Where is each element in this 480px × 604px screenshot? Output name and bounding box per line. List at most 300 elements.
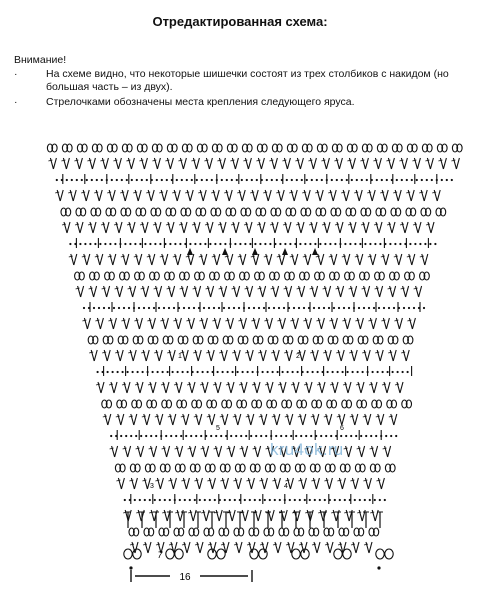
dc-bar xyxy=(285,480,289,481)
dc-stitch xyxy=(125,446,128,457)
dc-stitch xyxy=(302,350,305,361)
chain-dot xyxy=(124,499,126,501)
dc-stitch xyxy=(383,254,386,265)
chain-dot xyxy=(272,371,274,373)
dc-bar xyxy=(87,160,91,161)
dc-stitch xyxy=(270,382,273,393)
dc-stitch xyxy=(216,510,219,521)
dc-bar xyxy=(342,320,346,321)
dc-stitch xyxy=(256,318,259,329)
chain-dot xyxy=(238,307,240,309)
dc-stitch xyxy=(248,158,251,169)
dc-stitch xyxy=(295,318,298,329)
chain-dot xyxy=(97,371,99,373)
dc-stitch xyxy=(390,350,393,361)
chain-dot xyxy=(260,435,262,437)
dc-bar xyxy=(298,480,302,481)
chain-dot xyxy=(83,307,85,309)
chain-dot xyxy=(126,179,128,181)
dc-bar xyxy=(181,480,185,481)
dc-bar xyxy=(100,160,104,161)
chain-dot xyxy=(146,179,148,181)
dc-stitch xyxy=(418,222,421,233)
dc-bar xyxy=(134,256,138,257)
crochet-scheme xyxy=(0,130,480,604)
chain-dot xyxy=(195,435,197,437)
dc-stitch xyxy=(117,286,120,297)
dc-stitch xyxy=(232,158,235,169)
dc-bar xyxy=(224,192,228,193)
chain-dot xyxy=(249,499,251,501)
dc-stitch xyxy=(326,158,329,169)
dc-bar xyxy=(130,544,134,545)
dc-bar xyxy=(258,288,262,289)
dc-bar xyxy=(48,160,52,161)
dc-bar xyxy=(198,192,202,193)
dc-bar xyxy=(134,320,138,321)
dc-stitch xyxy=(102,158,105,169)
dc-stitch xyxy=(190,190,193,201)
dc-stitch xyxy=(327,222,330,233)
chain-dot xyxy=(174,243,176,245)
chain-dot xyxy=(279,243,281,245)
dc-bar xyxy=(156,544,160,545)
dc-stitch xyxy=(190,510,193,521)
chain-dot xyxy=(348,307,350,309)
chain-dot xyxy=(179,243,181,245)
stitch-count-number: 6 xyxy=(340,425,344,432)
dc-stitch xyxy=(403,286,406,297)
chain-dot xyxy=(89,243,91,245)
dc-bar xyxy=(298,416,302,417)
dc-stitch xyxy=(153,382,156,393)
chain-dot xyxy=(289,499,291,501)
dc-stitch xyxy=(305,254,308,265)
chain-dot xyxy=(111,179,113,181)
dc-stitch xyxy=(354,350,357,361)
chain-dot xyxy=(211,179,213,181)
chain-dot xyxy=(374,243,376,245)
dc-stitch xyxy=(372,446,375,457)
dc-bar xyxy=(357,512,361,513)
dc-stitch xyxy=(405,222,408,233)
dc-stitch xyxy=(330,190,333,201)
dc-stitch xyxy=(164,446,167,457)
dc-stitch xyxy=(213,190,216,201)
dc-stitch xyxy=(173,414,176,425)
chain-dot xyxy=(365,435,367,437)
dc-bar xyxy=(269,160,273,161)
dc-stitch xyxy=(306,382,309,393)
chain-dot xyxy=(372,371,374,373)
dc-stitch xyxy=(320,190,323,201)
note-item xyxy=(14,68,474,93)
dc-stitch xyxy=(120,350,123,361)
dc-bar xyxy=(283,224,287,225)
chain-dot xyxy=(124,243,126,245)
dc-stitch xyxy=(313,478,316,489)
dc-stitch xyxy=(335,382,338,393)
dc-stitch xyxy=(122,190,125,201)
dc-stitch xyxy=(368,478,371,489)
dc-stitch xyxy=(316,414,319,425)
dc-stitch xyxy=(227,318,230,329)
dc-stitch xyxy=(128,446,131,457)
dc-bar xyxy=(286,544,290,545)
chain-dot xyxy=(393,307,395,309)
warning-heading: Внимание! xyxy=(14,54,67,66)
dc-bar xyxy=(207,416,211,417)
dc-bar xyxy=(220,480,224,481)
dc-stitch xyxy=(377,350,380,361)
dc-stitch xyxy=(204,254,207,265)
dc-stitch xyxy=(141,158,144,169)
chain-dot xyxy=(392,371,394,373)
dc-stitch xyxy=(134,478,137,489)
dc-stitch xyxy=(105,414,108,425)
chain-dot xyxy=(346,179,348,181)
chain-dot xyxy=(330,435,332,437)
chain-dot xyxy=(356,179,358,181)
chain-dot xyxy=(248,307,250,309)
dc-stitch xyxy=(258,446,261,457)
dc-stitch xyxy=(243,254,246,265)
chain-dot xyxy=(215,435,217,437)
dc-stitch xyxy=(144,414,147,425)
chain-dot xyxy=(331,179,333,181)
chain-dot xyxy=(351,179,353,181)
dc-stitch xyxy=(342,414,345,425)
chain-dot xyxy=(155,435,157,437)
dc-bar xyxy=(308,160,312,161)
dc-bar xyxy=(212,256,216,257)
dc-stitch xyxy=(291,190,294,201)
dc-stitch xyxy=(288,222,291,233)
dc-bar xyxy=(381,320,385,321)
dc-stitch xyxy=(212,414,215,425)
dc-stitch xyxy=(74,254,77,265)
chain-dot xyxy=(242,371,244,373)
dc-stitch xyxy=(160,414,163,425)
stitch-count-number: 1 xyxy=(178,353,182,360)
dc-stitch xyxy=(130,350,133,361)
dc-bar xyxy=(62,224,66,225)
dc-bar xyxy=(109,384,113,385)
dc-stitch xyxy=(322,382,325,393)
dc-stitch xyxy=(100,318,103,329)
dc-stitch xyxy=(286,286,289,297)
chain-dot xyxy=(370,435,372,437)
chain-dot xyxy=(320,435,322,437)
chain-dot xyxy=(230,435,232,437)
dc-stitch xyxy=(285,222,288,233)
dc-stitch xyxy=(108,414,111,425)
chain-dot xyxy=(120,435,122,437)
dc-stitch xyxy=(282,318,285,329)
dc-stitch xyxy=(187,542,190,553)
dc-stitch xyxy=(297,158,300,169)
chain-dot xyxy=(224,499,226,501)
chain-dot xyxy=(297,371,299,373)
dc-stitch xyxy=(113,318,116,329)
chain-dot xyxy=(181,179,183,181)
dc-bar xyxy=(277,256,281,257)
dc-stitch xyxy=(204,318,207,329)
dc-stitch xyxy=(234,286,237,297)
dc-bar xyxy=(420,256,424,257)
dc-bar xyxy=(401,352,405,353)
chain-dot xyxy=(350,435,352,437)
dc-bar xyxy=(148,384,152,385)
dc-bar xyxy=(370,512,374,513)
dc-stitch xyxy=(346,446,349,457)
dc-bar xyxy=(253,448,257,449)
chain-dot xyxy=(291,179,293,181)
dc-bar xyxy=(212,320,216,321)
dc-stitch xyxy=(385,446,388,457)
dc-bar xyxy=(278,384,282,385)
dc-stitch xyxy=(408,190,411,201)
chain-dot xyxy=(141,179,143,181)
dc-bar xyxy=(380,192,384,193)
dc-stitch xyxy=(148,190,151,201)
chain-dot xyxy=(298,307,300,309)
dc-stitch xyxy=(186,478,189,489)
chain-dot xyxy=(269,499,271,501)
dc-stitch xyxy=(305,318,308,329)
dc-stitch xyxy=(163,382,166,393)
dc-stitch xyxy=(104,350,107,361)
dc-bar xyxy=(153,224,157,225)
dc-bar xyxy=(240,448,244,449)
dc-stitch xyxy=(157,478,160,489)
dc-stitch xyxy=(362,446,365,457)
dc-bar xyxy=(207,480,211,481)
dc-stitch xyxy=(146,286,149,297)
dc-stitch xyxy=(403,350,406,361)
chain-dot xyxy=(278,307,280,309)
chain-dot xyxy=(361,179,363,181)
chain-dot xyxy=(397,371,399,373)
dc-stitch xyxy=(157,158,160,169)
dc-bar xyxy=(168,480,172,481)
dc-bar xyxy=(351,544,355,545)
dc-stitch xyxy=(150,382,153,393)
start-dot xyxy=(129,566,132,569)
dc-stitch xyxy=(333,190,336,201)
dc-bar xyxy=(329,320,333,321)
dc-bar xyxy=(199,256,203,257)
dc-stitch xyxy=(219,446,222,457)
dc-stitch xyxy=(414,158,417,169)
dc-bar xyxy=(426,224,430,225)
dc-bar xyxy=(232,352,236,353)
chain-dot xyxy=(214,499,216,501)
dc-stitch xyxy=(193,158,196,169)
dc-bar xyxy=(361,224,365,225)
chain-dot xyxy=(209,499,211,501)
dc-stitch xyxy=(175,254,178,265)
dc-stitch xyxy=(307,190,310,201)
dc-bar xyxy=(208,544,212,545)
dc-bar xyxy=(225,256,229,257)
dc-stitch xyxy=(301,222,304,233)
dc-bar xyxy=(324,416,328,417)
dc-stitch xyxy=(355,478,358,489)
dc-stitch xyxy=(177,446,180,457)
dc-stitch xyxy=(195,286,198,297)
dc-stitch xyxy=(67,222,70,233)
dc-bar xyxy=(250,192,254,193)
chain-dot xyxy=(339,499,341,501)
chain-dot xyxy=(121,179,123,181)
dc-bar xyxy=(102,352,106,353)
dc-stitch xyxy=(443,158,446,169)
chain-dot xyxy=(321,179,323,181)
dc-bar xyxy=(88,224,92,225)
dc-bar xyxy=(128,352,132,353)
dc-bar xyxy=(376,416,380,417)
dc-stitch xyxy=(290,478,293,489)
chain-dot xyxy=(407,371,409,373)
dc-stitch xyxy=(135,190,138,201)
chain-dot xyxy=(359,243,361,245)
dc-stitch xyxy=(222,414,225,425)
chain-dot xyxy=(166,179,168,181)
chain-dot xyxy=(169,243,171,245)
chain-dot xyxy=(287,371,289,373)
chain-dot xyxy=(185,435,187,437)
dc-bar xyxy=(121,320,125,321)
dc-stitch xyxy=(202,382,205,393)
dc-stitch xyxy=(107,350,110,361)
dc-bar xyxy=(375,288,379,289)
chain-dot xyxy=(206,179,208,181)
dc-stitch xyxy=(425,254,428,265)
chain-dot xyxy=(128,307,130,309)
dc-stitch xyxy=(177,190,180,201)
dc-stitch xyxy=(349,158,352,169)
dc-bar xyxy=(178,160,182,161)
dc-stitch xyxy=(211,350,214,361)
chain-dot xyxy=(325,435,327,437)
dc-stitch xyxy=(427,158,430,169)
chain-dot xyxy=(227,371,229,373)
chain-dot xyxy=(262,371,264,373)
chain-dot xyxy=(312,371,314,373)
base-ring xyxy=(259,549,267,559)
chain-dot xyxy=(134,243,136,245)
chain-dot xyxy=(139,499,141,501)
dc-stitch xyxy=(367,350,370,361)
dc-stitch xyxy=(344,254,347,265)
chain-dot xyxy=(104,243,106,245)
dc-stitch xyxy=(197,222,200,233)
chain-dot xyxy=(231,179,233,181)
dc-bar xyxy=(316,256,320,257)
chain-dot xyxy=(117,371,119,373)
dc-bar xyxy=(370,448,374,449)
dc-stitch xyxy=(402,222,405,233)
dc-bar xyxy=(167,288,171,289)
dc-stitch xyxy=(182,350,185,361)
chain-dot xyxy=(354,499,356,501)
chain-dot xyxy=(357,371,359,373)
dc-stitch xyxy=(217,318,220,329)
dc-stitch xyxy=(225,478,228,489)
dc-bar xyxy=(154,352,158,353)
dc-stitch xyxy=(356,542,359,553)
chain-dot xyxy=(244,499,246,501)
dc-stitch xyxy=(369,190,372,201)
dc-bar xyxy=(201,448,205,449)
chain-dot xyxy=(395,435,397,437)
dc-stitch xyxy=(312,286,315,297)
dc-stitch xyxy=(278,542,281,553)
dc-stitch xyxy=(278,190,281,201)
dc-stitch xyxy=(183,478,186,489)
dc-stitch xyxy=(200,190,203,201)
dc-stitch xyxy=(399,318,402,329)
dc-bar xyxy=(166,224,170,225)
dc-bar xyxy=(335,224,339,225)
dc-bar xyxy=(193,288,197,289)
chain-dot xyxy=(394,243,396,245)
dc-stitch xyxy=(283,382,286,393)
chain-dot xyxy=(110,435,112,437)
dc-bar xyxy=(400,224,404,225)
chain-dot xyxy=(399,243,401,245)
dc-bar xyxy=(194,480,198,481)
dc-bar xyxy=(273,544,277,545)
dc-stitch xyxy=(397,382,400,393)
chain-dot xyxy=(132,371,134,373)
dc-stitch xyxy=(196,414,199,425)
dc-stitch xyxy=(124,382,127,393)
chain-dot xyxy=(340,435,342,437)
dc-stitch xyxy=(159,350,162,361)
chain-dot xyxy=(283,307,285,309)
dc-bar xyxy=(407,256,411,257)
chain-dot xyxy=(233,307,235,309)
dc-stitch xyxy=(161,190,164,201)
dc-stitch xyxy=(120,286,123,297)
chain-dot xyxy=(170,435,172,437)
dc-stitch xyxy=(185,286,188,297)
dc-stitch xyxy=(132,222,135,233)
dc-stitch xyxy=(342,478,345,489)
dc-bar xyxy=(239,384,243,385)
dc-bar xyxy=(349,288,353,289)
dc-bar xyxy=(192,224,196,225)
dc-bar xyxy=(175,512,179,513)
chain-dot xyxy=(154,499,156,501)
dc-bar xyxy=(276,192,280,193)
note-item xyxy=(14,96,474,109)
chain-dot xyxy=(234,499,236,501)
chain-dot xyxy=(304,243,306,245)
chain-dot xyxy=(360,435,362,437)
chain-dot xyxy=(334,499,336,501)
dc-bar xyxy=(102,288,106,289)
dc-stitch xyxy=(219,510,222,521)
dc-bar xyxy=(338,544,342,545)
dc-stitch xyxy=(98,382,101,393)
dc-stitch xyxy=(203,446,206,457)
chain-dot xyxy=(375,435,377,437)
dc-stitch xyxy=(103,222,106,233)
dc-stitch xyxy=(186,414,189,425)
